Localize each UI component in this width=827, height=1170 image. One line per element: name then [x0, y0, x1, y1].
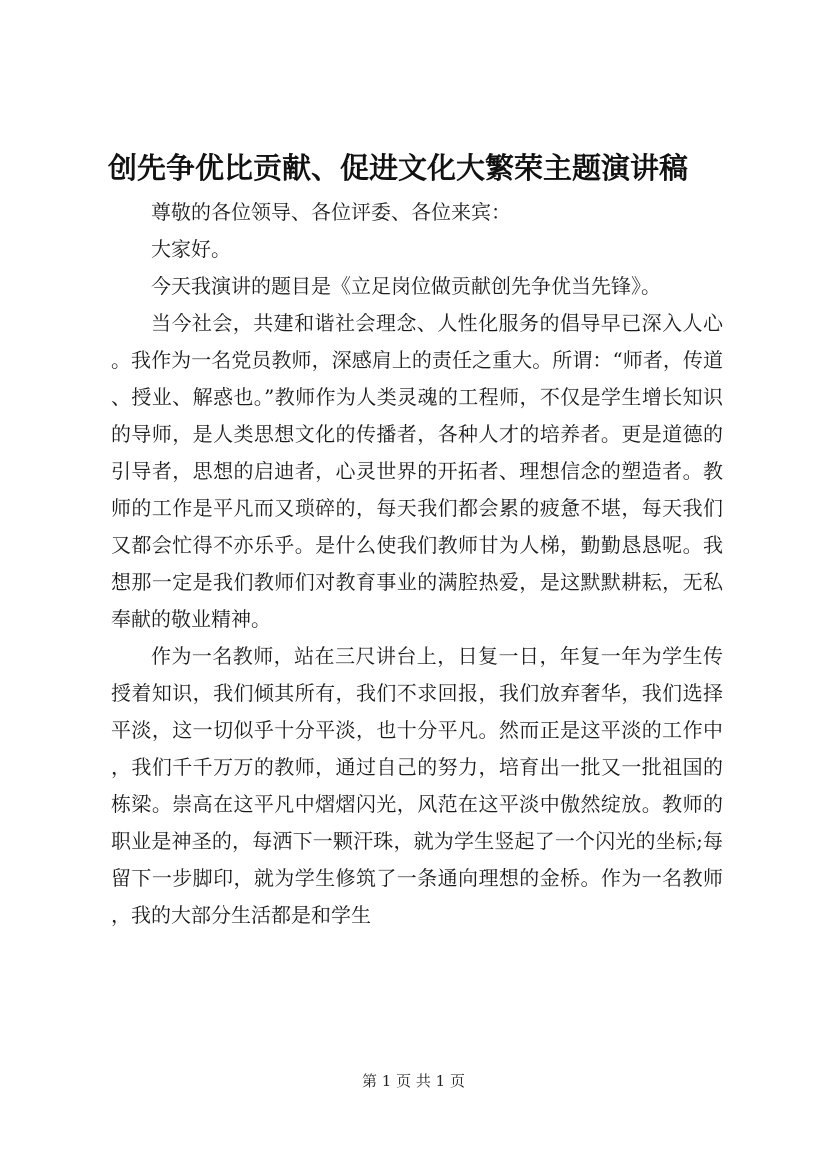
- document-title: 创先争优比贡献、促进文化大繁荣主题演讲稿: [108, 151, 689, 185]
- paragraph-greeting: 大家好。: [151, 237, 231, 261]
- paragraph-salutation: 尊敬的各位领导、各位评委、各位来宾：: [151, 200, 511, 224]
- document-body: [111, 194, 723, 934]
- paragraph-body-2: 作为一名教师，站在三尺讲台上，日复一日，年复一年为学生传授着知识，我们倾其所有，我们不求回报，我们放弃奢华，我们选择平淡，这一切似乎十分平淡，也十分平凡。然而正是这平淡的工作中，我们千千万万的教师，通过自己的努力，培育出一批又一批祖国的栋梁。崇高在这平凡中熠熠闪光，风范在这平淡中傲然绽放。教师的职业是神圣的，每洒下一颗汗珠，就为学生竖起了一个闪光的坐标;每留下一步脚印，就为学生修筑了一条通向理想的金桥。作为一名教师，我的大部分生活都是和学生: [111, 644, 723, 927]
- page-footer: 第 1 页 共 1 页: [362, 1072, 465, 1090]
- paragraph-body-1: 当今社会，共建和谐社会理念、人性化服务的倡导早已深入人心。我作为一名党员教师，深感肩上的责任之重大。所谓：“师者，传道、授业、解惑也。”教师作为人类灵魂的工程师，不仅是学生增长知识的导师，是人类思想文化的传播者，各种人才的培养者。更是道德的引导者，思想的启迪者，心灵世界的开拓者、理想信念的塑造者。教师的工作是平凡而又琐碎的，每天我们都会累的疲惫不堪，每天我们又都会忙得不亦乐乎。是什么使我们教师甘为人梯，勤勤恳恳呢。我想那一定是我们教师们对教育事业的满腔热爱，是这默默耕耘，无私奉献的敬业精神。: [111, 311, 723, 631]
- paragraph-topic: 今天我演讲的题目是《立足岗位做贡献创先争优当先锋》。: [151, 274, 661, 298]
